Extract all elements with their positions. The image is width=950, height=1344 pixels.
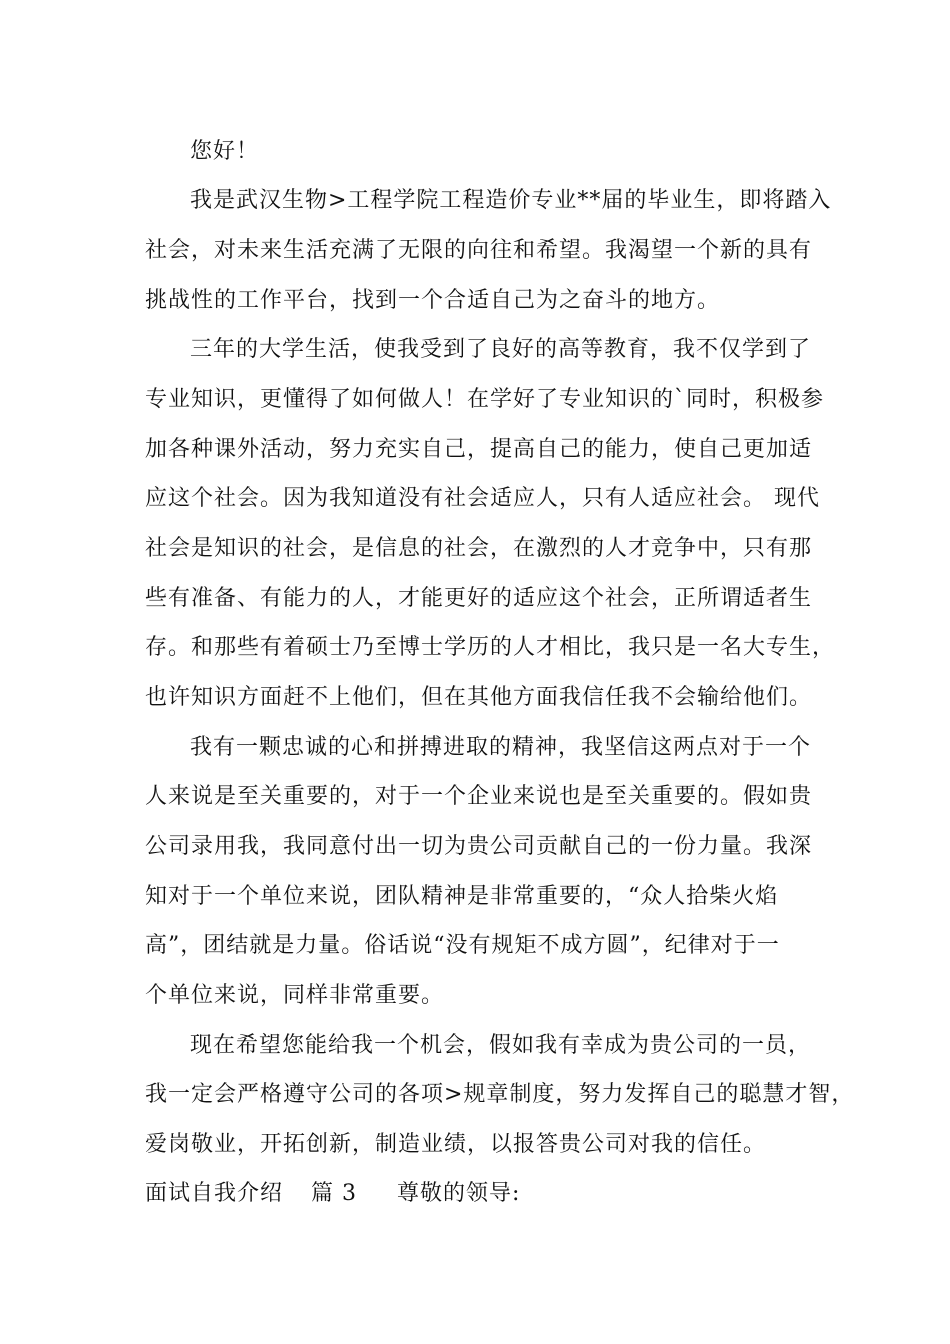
paragraph-line: 也许知识方面赶不上他们，但在其他方面我信任我不会输给他们。 — [145, 685, 813, 710]
salutation: 尊敬的领导: — [397, 1181, 521, 1206]
paragraph-line: 个单位来说，同样非常重要。 — [145, 983, 445, 1008]
paragraph-line: 公司录用我，我同意付出一切为贵公司贡献自己的一份力量。我深 — [145, 834, 813, 859]
paragraph-line: 我有一颗忠诚的心和拼搏进取的精神，我坚信这两点对于一个 — [190, 735, 812, 760]
paragraph-line: 挑战性的工作平台，找到一个合适自己为之奋斗的地方。 — [145, 288, 721, 313]
greeting: 您好！ — [190, 139, 260, 164]
paragraph-line: 应这个社会。因为我知道没有社会适应人，只有人适应社会。 现代 — [145, 486, 820, 511]
paragraph-line: 我是武汉生物>工程学院工程造价专业**届的毕业生，即将踏入 — [190, 188, 832, 213]
paragraph-line: 社会，对未来生活充满了无限的向往和希望。我渴望一个新的具有 — [145, 238, 813, 263]
paragraph-line: 人来说是至关重要的，对于一个企业来说也是至关重要的。假如贵 — [145, 784, 813, 809]
section-title: 面试自我介绍 — [145, 1181, 284, 1206]
paragraph-line: 现在希望您能给我一个机会，假如我有幸成为贵公司的一员， — [190, 1033, 812, 1058]
paragraph-line: 知对于一个单位来说，团队精神是非常重要的，“众人拾柴火焰 — [145, 884, 779, 909]
paragraph-line: 加各种课外活动，努力充实自己，提高自己的能力，使自己更加适 — [145, 437, 813, 462]
paragraph-line: 专业知识，更懂得了如何做人！在学好了专业知识的`同时，积极参 — [145, 387, 825, 412]
paragraph-line: 三年的大学生活，使我受到了良好的高等教育，我不仅学到了 — [190, 337, 812, 362]
paragraph-line: 爱岗敬业，开拓创新，制造业绩，以报答贵公司对我的信任。 — [145, 1132, 767, 1157]
section-number: 篇 3 — [311, 1181, 358, 1206]
paragraph-line: 些有准备、有能力的人，才能更好的适应这个社会，正所谓适者生 — [145, 586, 813, 611]
section-heading — [145, 1179, 825, 1209]
paragraph-line: 我一定会严格遵守公司的各项>规章制度，努力发挥自己的聪慧才智， — [145, 1082, 855, 1107]
paragraph-line: 高”，团结就是力量。俗话说“没有规矩不成方圆”，纪律对于一 — [145, 933, 780, 958]
paragraph-line: 存。和那些有着硕士乃至博士学历的人才相比，我只是一名大专生， — [145, 635, 836, 660]
paragraph-line: 社会是知识的社会，是信息的社会，在激烈的人才竞争中，只有那 — [145, 536, 813, 561]
